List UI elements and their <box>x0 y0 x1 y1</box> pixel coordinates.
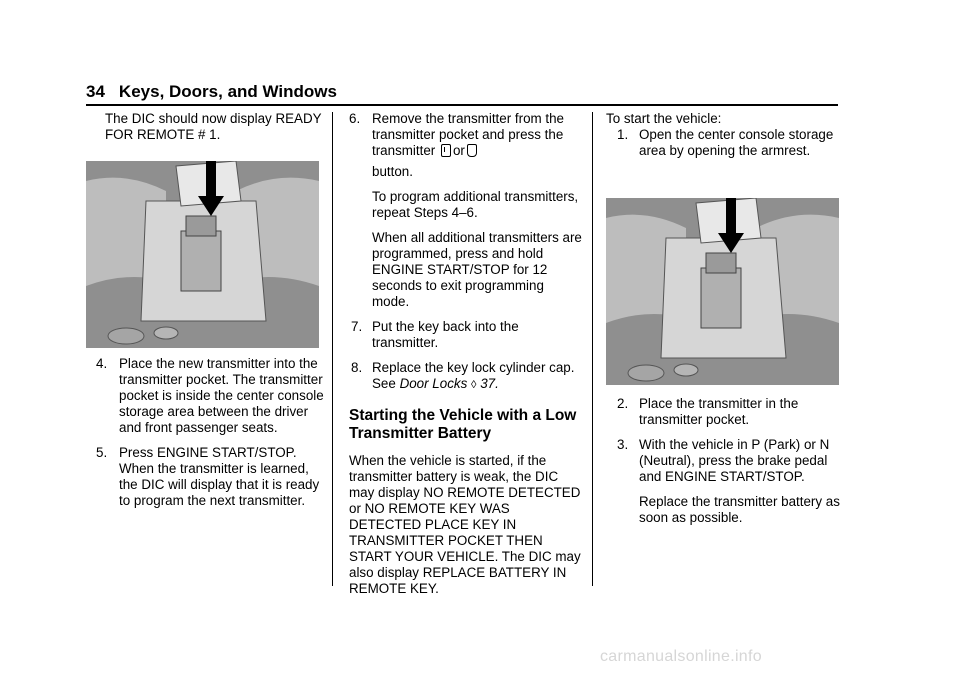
list-item: 2. Place the transmitter in the transmitter pocket. <box>617 396 799 427</box>
console-illustration-2 <box>606 198 839 385</box>
page-number: 34 <box>86 82 105 101</box>
section-title: Starting the Vehicle with a Low Transmitter Battery <box>349 407 577 442</box>
note-repeat: To program additional transmitters, repeat Steps 4–6. <box>372 189 579 220</box>
list-item: 8. Replace the key lock cylinder cap. See Door Locks ◊ 37. <box>351 360 575 391</box>
column-divider-2 <box>592 112 593 586</box>
note-exit: When all additional transmitters are programmed, press and hold ENGINE START/STOP for 12 seconds to exit programming mode. <box>372 230 582 309</box>
list-item: 3. With the vehicle in P (Park) or N (Neutral), press the brake pedal and ENGINE START/STOP. <box>617 437 830 484</box>
console-illustration-1 <box>86 161 319 348</box>
unlock-button-icon <box>467 144 477 157</box>
page-title: Keys, Doors, and Windows <box>118 82 337 101</box>
step6-button-text: button. <box>372 164 413 179</box>
list-item: 5. Press ENGINE START/STOP. When the transmitter is learned, the DIC will display that it is ready to program the next transmitter. <box>96 445 320 508</box>
xref-icon: ◊ <box>471 379 477 391</box>
column-3 <box>606 111 840 159</box>
header-rule <box>86 104 838 106</box>
door-locks-link[interactable]: Door Locks <box>399 376 468 391</box>
battery-note: Replace the transmitter battery as soon as possible. <box>639 494 840 525</box>
list-item: 7. Put the key back into the transmitter. <box>351 319 519 350</box>
column-divider-1 <box>332 112 333 586</box>
col1-steps <box>86 356 326 509</box>
list-item: 4. Place the new transmitter into the transmitter pocket. The transmitter pocket is inside the center console storage area between the driver and front passenger seats. <box>96 356 324 435</box>
section-body: When the vehicle is started, if the transmitter battery is weak, the DIC may display NO REMOTE DETECTED or NO REMOTE KEY WAS DETECTED PLACE KEY IN TRANSMITTER POCKET THEN START YOUR VEHICLE. The DIC may also display REPLACE BATTERY IN REMOTE KEY. <box>349 453 581 596</box>
list-item: 6. Remove the transmitter from the transmitter pocket and press the transmitter or <box>349 111 565 158</box>
lock-button-icon <box>441 144 451 157</box>
page-header <box>86 82 337 102</box>
col3-steps <box>606 396 840 526</box>
column-2 <box>349 111 583 597</box>
watermark: carmanualsonline.info <box>600 648 762 665</box>
col1-intro: The DIC should now display READY FOR REMOTE # 1. <box>105 111 322 142</box>
col3-intro: To start the vehicle: <box>606 111 722 126</box>
list-item: 1. Open the center console storage area by opening the armrest. <box>617 127 834 158</box>
column-1 <box>86 111 322 143</box>
